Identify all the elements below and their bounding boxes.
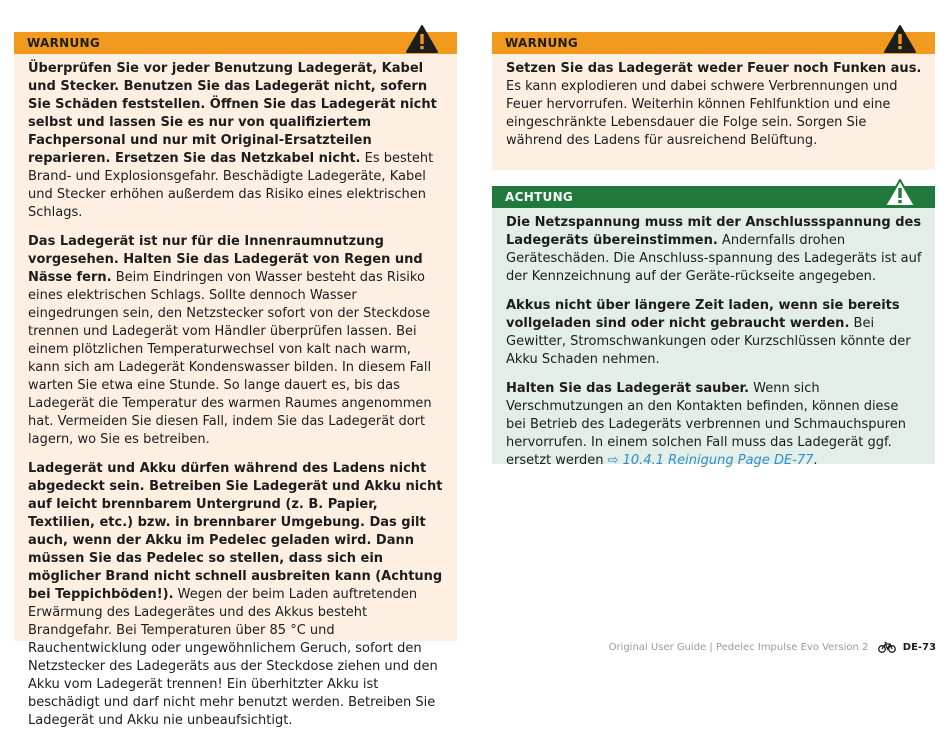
left-warning-box bbox=[14, 32, 457, 728]
warning-label: WARNUNG bbox=[505, 36, 579, 50]
bold-text: Halten Sie das Ladegerät sauber. bbox=[506, 381, 750, 396]
paragraph bbox=[28, 60, 444, 222]
warning-label: WARNUNG bbox=[27, 36, 101, 50]
attention-body bbox=[492, 208, 935, 468]
text: Es kann explodieren und dabei schwere Verbrennungen und Feuer hervorrufen. Weiterhin können Fehlfunktion und eine eingeschränkte Lebensdauer die Folge sein. Sorgen Sie während des Ladens für ausreichend Belüftung. bbox=[506, 79, 898, 148]
cross-reference-link[interactable]: ⇨ 10.4.1 Reinigung Page DE-77 bbox=[607, 453, 814, 468]
bold-text: Das Ladegerät ist nur für die Innenraumnutzung vorgesehen. Halten Sie das Ladegerät von Regen und Nässe fern. bbox=[28, 234, 423, 285]
text: . bbox=[813, 453, 818, 468]
text: Es besteht Brand- und Explosionsgefahr. Beschädigte Ladegeräte, Kabel und Stecker erhöhen außerdem das Risiko eines elektrischen Schlags. bbox=[28, 151, 434, 220]
bold-text: Die Netzspannung muss mit der Anschlussspannung des Ladegeräts übereinstimmen. bbox=[506, 215, 922, 248]
paragraph bbox=[506, 214, 922, 286]
text: Wegen der beim Laden auftretenden Erwärmung des Ladegerätes und des Akkus besteht Brandgefahr. Bei Temperaturen über 85 °C und Rauchentwicklung oder ungewöhnlichem Geruch, sofort den Netzstecker des Ladegeräts aus der Steckdose ziehen und den Akku vom Ladegerät trennen! Ein überhitzter Akku ist beschädigt und darf nicht mehr benutzt werden. Betreiben Sie Ladegerät und Akku nie unbeaufsichtigt. bbox=[28, 587, 438, 728]
paragraph bbox=[506, 380, 922, 470]
page-footer bbox=[0, 638, 936, 658]
right-warning-box bbox=[492, 32, 935, 166]
paragraph bbox=[506, 297, 922, 369]
warning-header bbox=[14, 32, 457, 54]
bicycle-icon bbox=[878, 641, 896, 661]
text: Beim Eindringen von Wasser besteht das Risiko eines elektrischen Schlags. Sollte dennoch Wasser eingedrungen sein, den Netzstecker sofort von der Steckdose trennen und Ladegerät vom Händler überprüfen lassen. Bei einem plötzlichen Temperaturwechsel von kalt nach warm, kann sich am Ladegerät Kondenswasser bilden. In diesem Fall warten Sie etwa eine Stunde. So lange dauert es, bis das Ladegerät die Temperatur des warmen Raumes angenommen hat. Vermeiden Sie diesen Fall, indem Sie das Ladegerät dort lagern, wo Sie es betreiben. bbox=[28, 270, 432, 447]
warning-body bbox=[14, 54, 457, 728]
page-number: DE-73 bbox=[902, 642, 936, 653]
guide-title: Original User Guide | Pedelec Impulse Evo Version 2 bbox=[608, 642, 869, 653]
bold-text: Ladegerät und Akku dürfen während des Ladens nicht abgedeckt sein. Betreiben Sie Ladegerät und Akku nicht auf leicht brennbarem Untergrund (z. B. Papier, Textilien, etc.) bzw. in brennbarer Umgebung. Das gilt auch, wenn der Akku im Pedelec geladen wird. Dann müssen Sie das Pedelec so stellen, dass sich ein möglicher Brand nicht schnell ausbreiten kann (Achtung bei Teppichböden!). bbox=[28, 461, 443, 602]
paragraph bbox=[28, 460, 444, 730]
warning-triangle-icon bbox=[405, 24, 439, 54]
attention-label: ACHTUNG bbox=[505, 190, 574, 204]
bold-text: Überprüfen Sie vor jeder Benutzung Ladegerät, Kabel und Stecker. Benutzen Sie das Ladegerät nicht, sofern Sie Schäden feststellen. Öffnen Sie das Ladegerät nicht selbst und lassen Sie es nur von qualifiziertem Fachpersonal und nur mit Original-Ersatzteilen reparieren. Ersetzen Sie das Netzkabel nicht. bbox=[28, 61, 437, 166]
attention-box bbox=[492, 186, 935, 468]
text: Wenn sich Verschmutzungen an den Kontakten befinden, können diese bei Betrieb des Ladegeräts verbrennen und Schmauchspuren hervorrufen. In einem solchen Fall muss das Ladegerät ggf. ersetzt werden bbox=[506, 381, 907, 468]
paragraph bbox=[506, 60, 922, 150]
warning-header bbox=[492, 32, 935, 54]
bold-text: Akkus nicht über längere Zeit laden, wenn sie bereits vollgeladen sind oder nicht gebraucht werden. bbox=[506, 298, 900, 331]
warning-triangle-icon bbox=[883, 178, 917, 208]
paragraph bbox=[28, 233, 444, 449]
warning-body bbox=[492, 54, 935, 170]
attention-header bbox=[492, 186, 935, 208]
warning-triangle-icon bbox=[883, 24, 917, 54]
text: Andernfalls drohen Geräteschäden. Die Anschluss-spannung des Ladegeräts ist auf der Kennzeichnung auf der Geräte-rückseite angegeben. bbox=[506, 233, 922, 284]
bold-text: Setzen Sie das Ladegerät weder Feuer noch Funken aus. bbox=[506, 61, 922, 76]
text: Bei Gewitter, Stromschwankungen oder Kurzschlüssen könnte der Akku Schaden nehmen. bbox=[506, 316, 911, 367]
